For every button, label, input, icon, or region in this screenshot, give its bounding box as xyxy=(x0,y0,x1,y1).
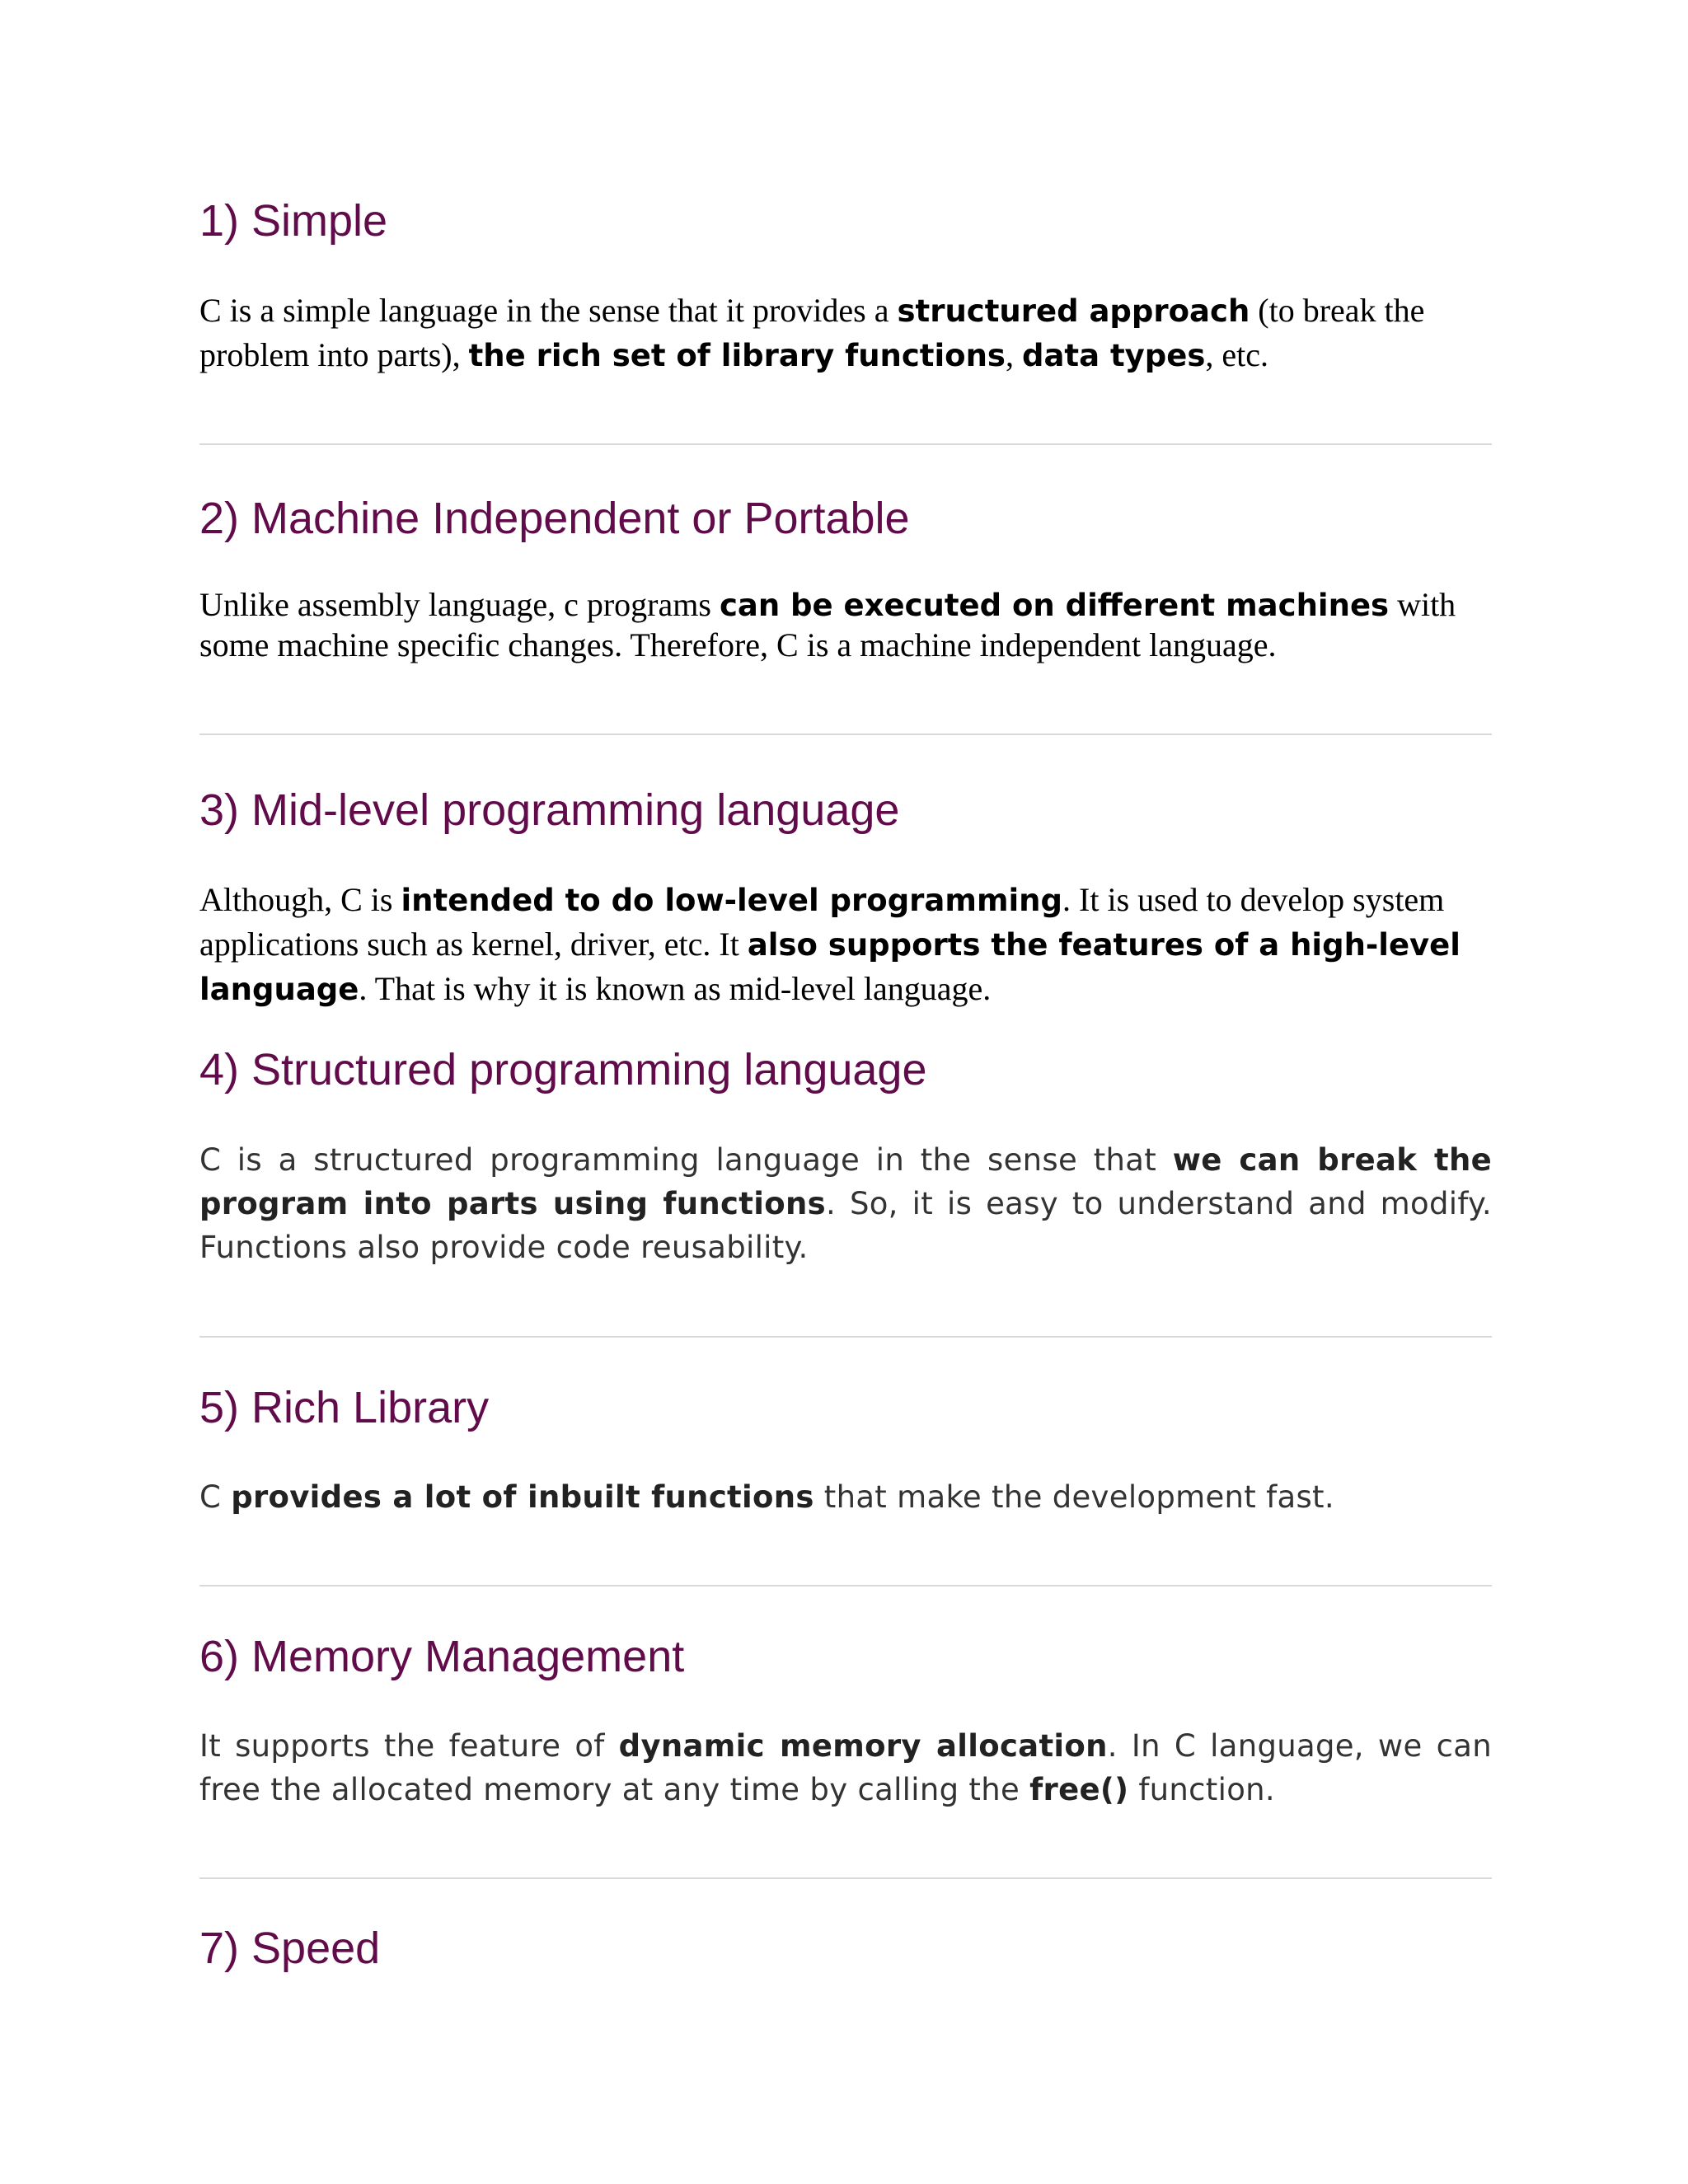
section-divider xyxy=(199,1585,1492,1586)
body-bold-text: data types xyxy=(1021,338,1206,373)
body-bold-text: intended to do low-level programming xyxy=(401,883,1063,918)
section-heading-speed: 7) Speed xyxy=(199,1924,381,1973)
body-text: . In C language, we can free the allocated memory at any time by calling the xyxy=(199,1728,1492,1807)
body-text: C xyxy=(199,1479,232,1515)
body-text: (to break the problem into parts), xyxy=(199,292,1425,373)
section-divider xyxy=(199,733,1492,735)
body-text: . So, it is easy to understand and modify. Functions also provide code reusability. xyxy=(199,1186,1492,1265)
body-bold-text: also supports the features of a high-level language xyxy=(199,927,1461,1007)
section-body-memory-management xyxy=(199,1724,1492,1811)
body-bold-text: provides a lot of inbuilt functions xyxy=(231,1479,814,1515)
body-text: function. xyxy=(1128,1772,1275,1807)
body-text: , etc. xyxy=(1205,336,1268,373)
section-heading-mid-level: 3) Mid-level programming language xyxy=(199,785,900,835)
body-text: C is a simple language in the sense that it provides a xyxy=(199,292,898,329)
section-body-mid-level xyxy=(199,878,1492,1011)
body-text: Although, C is xyxy=(199,881,401,918)
body-text: with some machine specific changes. Therefore, C is a machine independent language. xyxy=(199,586,1456,663)
body-bold-text: the rich set of library functions xyxy=(468,338,1006,373)
body-bold-text: we can break the program into parts using functions xyxy=(199,1142,1492,1221)
section-heading-memory-management: 6) Memory Management xyxy=(199,1632,685,1681)
section-body-portable xyxy=(199,585,1492,665)
body-bold-text: can be executed on different machines xyxy=(719,588,1390,623)
body-text: Unlike assembly language, c programs xyxy=(199,586,720,623)
section-heading-portable: 2) Machine Independent or Portable xyxy=(199,494,910,543)
section-heading-simple: 1) Simple xyxy=(199,196,388,246)
body-text: . It is used to develop system applications such as kernel, driver, etc. It xyxy=(199,881,1445,963)
section-heading-rich-library: 5) Rich Library xyxy=(199,1383,490,1432)
body-text: C is a structured programming language in the sense that xyxy=(199,1142,1173,1178)
body-bold-text: dynamic memory allocation xyxy=(618,1728,1108,1764)
body-bold-text: structured approach xyxy=(897,293,1250,329)
section-divider xyxy=(199,1336,1492,1338)
section-body-simple xyxy=(199,288,1492,377)
body-text: , xyxy=(1005,336,1022,373)
body-text: It supports the feature of xyxy=(199,1728,619,1764)
section-heading-structured: 4) Structured programming language xyxy=(199,1045,927,1094)
body-bold-text: free() xyxy=(1029,1772,1129,1807)
section-body-rich-library xyxy=(199,1475,1492,1519)
section-divider xyxy=(199,443,1492,445)
section-body-structured xyxy=(199,1138,1492,1269)
section-divider xyxy=(199,1877,1492,1879)
body-text: that make the development fast. xyxy=(814,1479,1334,1515)
body-text: . That is why it is known as mid-level language. xyxy=(359,970,992,1007)
